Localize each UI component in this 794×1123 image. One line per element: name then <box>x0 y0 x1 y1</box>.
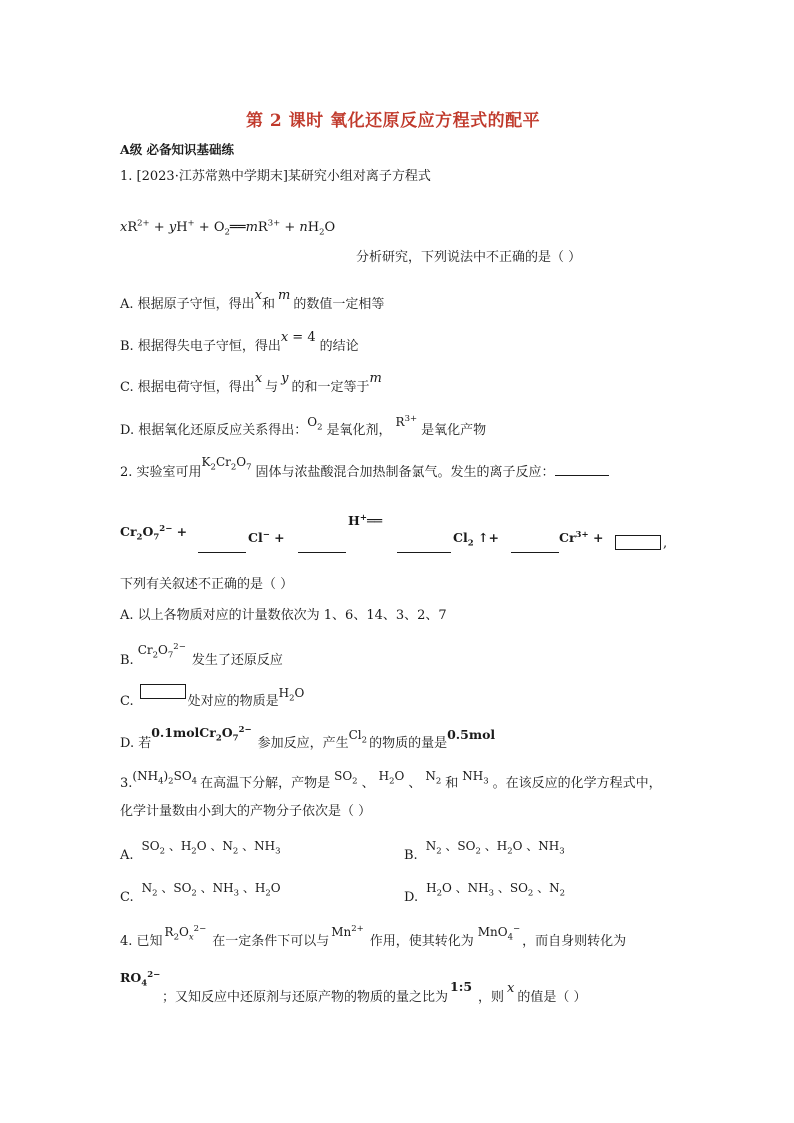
q2-coef-blank-2[interactable] <box>298 552 346 553</box>
q2-d-amount: 0.5mol <box>447 727 496 742</box>
q2-text-2: 固体与浓盐酸混合加热制备氯气。发生的离子反应： <box>255 465 555 480</box>
q1-a-text-2: 和 <box>262 297 276 312</box>
q1-a-text-1: A. 根据原子守恒，得出 <box>120 297 255 312</box>
q2-option-c <box>120 686 305 709</box>
k2cr2o7-formula: $K_2Cr_2O_7$ <box>201 455 252 473</box>
q2-ion-2: Cl− + <box>248 529 285 545</box>
q2-coef-blank-3[interactable] <box>397 552 451 553</box>
q3-text-2: 。在该反应的化学方程式中， <box>492 776 662 791</box>
q1-option-a <box>120 288 385 312</box>
q4-text-2: 在一定条件下可以与 <box>212 934 330 949</box>
q4-text-3: 作用，使其转化为 <box>369 934 474 949</box>
q1-d-text-3: 是氧化产物 <box>421 423 487 438</box>
q3-c-label: C. <box>120 890 134 905</box>
q2-option-b <box>120 642 283 668</box>
q2-after: 下列有关叙述不正确的是（ ） <box>120 577 294 592</box>
q1-tail: 分析研究，下列说法中不正确的是（ ） <box>356 250 582 265</box>
x-eq-4: x = 4 <box>280 330 316 345</box>
q4-text-4: ，而自身则转化为 <box>522 934 627 949</box>
q2-d-text-1: D. 若 <box>120 736 152 751</box>
q2-ion-4: $Cl_2$ ↑+ <box>453 530 499 549</box>
q2-option-d <box>120 724 496 751</box>
q2-d-text-2: 参加反应，产生 <box>257 736 349 751</box>
q1-equation: $xR^{2+} + yH^+$ + $O_2══mR^{3+} + nH_2O$ <box>120 218 336 238</box>
q3-b-formulas: $N_2$ 、$SO_2$ 、$H_2O$ 、$NH_3$ <box>425 839 565 857</box>
q2-option-a: A. 以上各物质对应的计量数依次为 1、6、14、3、2、7 <box>120 608 447 623</box>
q2-ion-1: $Cr_2O_7^{2-}$ + <box>120 523 188 543</box>
q4-stem <box>120 924 627 949</box>
q3-a-formulas: $SO_2$ 、$H_2O$ 、$N_2$ 、$NH_3$ <box>141 839 281 857</box>
q2-c-label: C. <box>120 694 134 709</box>
h2o-formula: $H_2O$ <box>278 686 305 704</box>
h2o-formula: $H_2O$ <box>378 769 405 787</box>
n2-formula: $N_2$ <box>425 769 442 787</box>
q1-c-text-1: C. 根据电荷守恒，得出 <box>120 380 255 395</box>
nh4-2so4-formula: $(NH_4)_2SO_4$ <box>132 769 198 787</box>
q4-text-7: 的值是（ ） <box>517 990 587 1005</box>
q1-b-text-2: 的结论 <box>319 339 359 354</box>
r2ox-formula: $R_2O_x^{2-}$ <box>164 924 207 943</box>
q1-option-b <box>120 330 359 354</box>
q2-answer-blank[interactable] <box>555 475 609 476</box>
q3-stem: $3.(NH_4)_2SO_4$ 在高温下分解，产物是 $SO_2$ 、 $H_2O$ 、 $N_2$ 和 $NH_3$ 。在该反应的化学方程式中， <box>120 769 662 791</box>
q3-option-b <box>404 839 565 863</box>
q2-coef-blank-4[interactable] <box>511 552 559 553</box>
q2-c-text: 处对应的物质是 <box>187 694 279 709</box>
var-y: y <box>281 371 289 386</box>
q3-option-c <box>120 881 281 905</box>
q2-comma: , <box>663 536 668 551</box>
o2-formula: $O_2$ <box>307 415 323 433</box>
q4-text-5: ；又知反应中还原剂与还原产物的物质的量之比为 <box>162 990 449 1005</box>
q4-line2 <box>162 979 587 1005</box>
cr2o7-formula: $Cr_2O_7^{2-}$ <box>137 642 186 661</box>
q2-text-1: 2. 实验室可用 <box>120 465 202 480</box>
q3-d-formulas: $H_2O$ 、$NH_3$ 、$SO_2$ 、$N_2$ <box>426 881 566 899</box>
q3-option-a <box>120 839 281 863</box>
q1-b-text-1: B. 根据得失电子守恒，得出 <box>120 339 281 354</box>
q1-stem: 1. [2023·江苏常熟中学期末]某研究小组对离子方程式 <box>120 169 431 184</box>
so2-formula: $SO_2$ <box>334 769 358 787</box>
q3-line2: 化学计量数由小到大的产物分子依次是（ ） <box>120 804 372 819</box>
var-m: m <box>278 288 291 303</box>
q2-b-label: B. <box>120 653 134 668</box>
var-x: x <box>507 981 515 996</box>
q3-num: 3. <box>120 776 133 791</box>
q4-text-6: ，则 <box>478 990 505 1005</box>
q2-ion-3: H+══ <box>348 512 382 528</box>
q3-b-label: B. <box>404 848 418 863</box>
section-heading: A级 必备知识基础练 <box>120 142 235 157</box>
cl2-formula: $Cl_2$ <box>348 728 368 746</box>
var-x: x <box>254 371 263 386</box>
mn2-formula: $Mn^{2+}$ <box>331 924 364 939</box>
q3-text-1: 在高温下分解，产物是 <box>200 776 331 791</box>
mno4-formula: MnO$_4$− <box>477 924 521 943</box>
q2-c-box <box>140 684 186 699</box>
q3-option-d <box>404 881 566 905</box>
r3-formula: $R^{3+}$ <box>395 414 418 429</box>
q2-coef-blank-1[interactable] <box>198 552 246 553</box>
q3-and: 和 <box>445 776 459 791</box>
q1-c-text-2: 与 <box>265 380 279 395</box>
q2-b-text: 发生了还原反应 <box>191 653 283 668</box>
cr2o7-amount: $0.1molCr_2O_7^{2-}$ <box>151 724 252 744</box>
q1-a-text-3: 的数值一定相等 <box>293 297 385 312</box>
q4-ratio: 1:5 <box>450 979 473 994</box>
q1-c-text-3: 的和一定等于 <box>291 380 370 395</box>
q2-unknown-box[interactable] <box>615 535 661 550</box>
page-title: 第 2 课时 氧化还原反应方程式的配平 <box>246 111 541 131</box>
q4-text-1: 4. 已知 <box>120 934 163 949</box>
q3-d-label: D. <box>404 890 419 905</box>
q2-ion-5: $Cr^{3+}$ + <box>559 529 604 545</box>
q2-d-text-3: 的物质的量是 <box>369 736 448 751</box>
q1-option-c <box>120 371 382 395</box>
q1-d-text-1: D. 根据氧化还原反应关系得出： <box>120 423 308 438</box>
q3-a-label: A. <box>120 848 134 863</box>
var-m: m <box>369 371 382 386</box>
q1-d-text-2: 是氧化剂， <box>326 423 392 438</box>
q1-option-d <box>120 414 487 438</box>
q3-c-formulas: $N_2$ 、$SO_2$ 、$NH_3$ 、$H_2O$ <box>141 881 281 899</box>
ro4-formula: $RO_4^{2-}$ <box>120 969 161 989</box>
var-x: x <box>254 288 262 303</box>
q2-stem <box>120 455 609 480</box>
nh3-formula: $NH_3$ <box>462 769 489 787</box>
